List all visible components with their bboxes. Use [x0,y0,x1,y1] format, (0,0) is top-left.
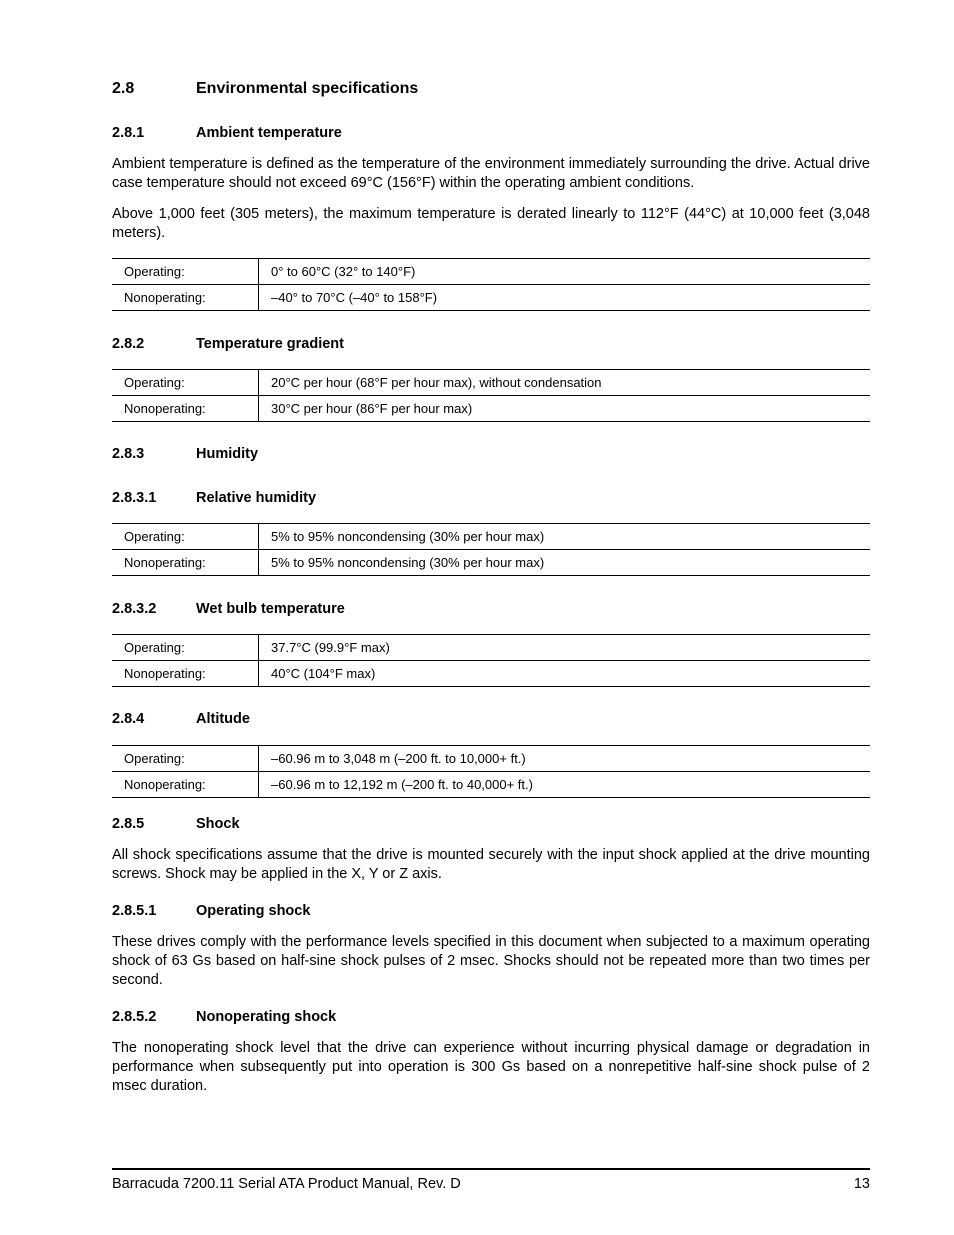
footer-manual-title: Barracuda 7200.11 Serial ATA Product Manual, Rev. D [112,1176,461,1192]
spec-value: 30°C per hour (86°F per hour max) [259,396,871,422]
section-title: Ambient temperature [196,125,342,141]
spec-label: Nonoperating: [112,550,259,576]
section-number: 2.8.1 [112,125,145,141]
ambient-temperature-table [112,258,870,311]
table-row [112,635,870,661]
section-number: 2.8.3.1 [112,490,157,506]
shock-paragraph: All shock specifications assume that the drive is mounted securely with the input shock applied at the drive mounting screws. Shock may be applied in the X, Y or Z axis. [112,847,870,882]
section-title: Operating shock [196,903,311,919]
section-title: Environmental specifications [196,80,419,97]
table-row [112,746,870,772]
footer-page-number: 13 [853,1176,870,1192]
ambient-temperature-paragraph-2: Above 1,000 feet (305 meters), the maximum temperature is derated linearly to 112°F (44°C) at 10,000 feet (3,048 meters). [112,206,870,241]
spec-label: Nonoperating: [112,285,259,311]
spec-value: 0° to 60°C (32° to 140°F) [259,259,871,285]
spec-label: Operating: [112,370,259,396]
spec-label: Operating: [112,746,259,772]
spec-value: 37.7°C (99.9°F max) [259,635,871,661]
relative-humidity-table [112,523,870,576]
section-title: Temperature gradient [196,336,344,352]
spec-label: Operating: [112,635,259,661]
table-row [112,396,870,422]
wet-bulb-temperature-table [112,634,870,687]
section-title: Humidity [196,446,259,462]
spec-value: 20°C per hour (68°F per hour max), without condensation [259,370,871,396]
spec-label: Nonoperating: [112,772,259,798]
ambient-temperature-paragraph-1: Ambient temperature is defined as the temperature of the environment immediately surrounding the drive. Actual drive case temperature should not exceed 69°C (156°F) within the operating ambient conditions. [112,156,870,191]
section-title: Shock [196,816,240,832]
section-number: 2.8.3 [112,446,145,462]
spec-value: –40° to 70°C (–40° to 158°F) [259,285,871,311]
nonoperating-shock-paragraph: The nonoperating shock level that the drive can experience without incurring physical damage or degradation in performance when subsequently put into operation is 300 Gs based on a nonrepetitive half-sine shock pulse of 2 msec duration. [112,1040,870,1094]
table-row [112,772,870,798]
table-row [112,370,870,396]
section-number: 2.8 [112,80,135,97]
operating-shock-paragraph: These drives comply with the performance levels specified in this document when subjected to a maximum operating shock of 63 Gs based on half-sine shock pulses of 2 msec. Shocks should not be repeated more than two times per second. [112,934,870,988]
section-number: 2.8.5.1 [112,903,157,919]
section-number: 2.8.3.2 [112,601,157,617]
section-title: Nonoperating shock [196,1009,337,1025]
section-title: Altitude [196,711,250,727]
spec-label: Operating: [112,259,259,285]
table-row [112,524,870,550]
table-row [112,661,870,687]
table-row [112,550,870,576]
temperature-gradient-table [112,369,870,422]
spec-label: Operating: [112,524,259,550]
spec-value: –60.96 m to 3,048 m (–200 ft. to 10,000+ ft.) [259,746,871,772]
section-number: 2.8.4 [112,711,145,727]
table-row [112,259,870,285]
spec-value: 40°C (104°F max) [259,661,871,687]
spec-label: Nonoperating: [112,396,259,422]
footer-divider [112,1168,870,1170]
altitude-table [112,745,870,798]
section-title: Relative humidity [196,490,317,506]
spec-value: 5% to 95% noncondensing (30% per hour max) [259,524,871,550]
spec-value: –60.96 m to 12,192 m (–200 ft. to 40,000+ ft.) [259,772,871,798]
spec-value: 5% to 95% noncondensing (30% per hour max) [259,550,871,576]
section-title: Wet bulb temperature [196,601,345,617]
section-number: 2.8.5 [112,816,145,832]
section-number: 2.8.2 [112,336,145,352]
section-number: 2.8.5.2 [112,1009,157,1025]
spec-label: Nonoperating: [112,661,259,687]
table-row [112,285,870,311]
